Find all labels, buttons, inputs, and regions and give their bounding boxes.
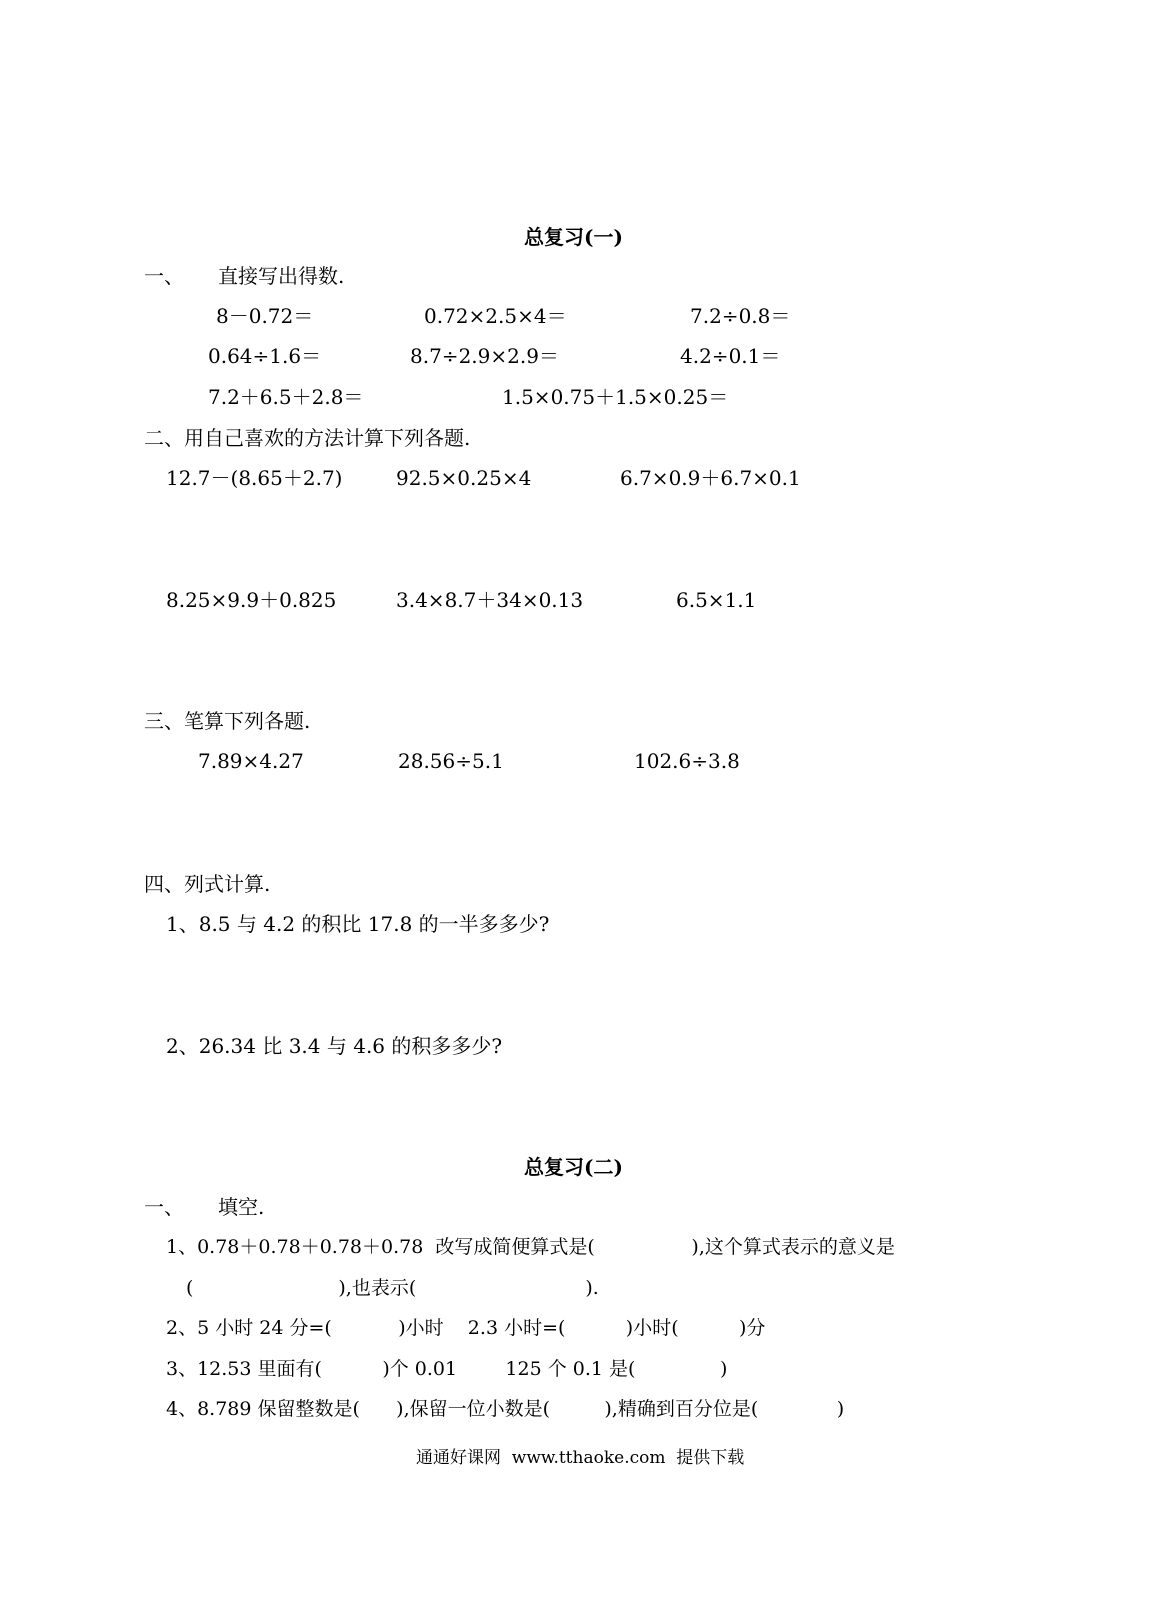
oral-calc-item: 7.2＋6.5＋2.8＝ (208, 385, 364, 409)
section1-number: 一、 (144, 264, 184, 288)
fill-section-number: 一、 (144, 1195, 184, 1219)
section2-heading: 二、用自己喜欢的方法计算下列各题. (144, 426, 471, 450)
section4-heading: 四、列式计算. (144, 872, 271, 896)
oral-calc-item: 8－0.72＝ (216, 304, 314, 328)
review1-title: 总复习(一) (524, 225, 623, 249)
calc-item: 6.5×1.1 (676, 588, 757, 612)
review2-title: 总复习(二) (524, 1155, 623, 1179)
calc-item: 92.5×0.25×4 (396, 466, 532, 490)
fill-line: 2、5 小时 24 分=( )小时 2.3 小时=( )小时( )分 (166, 1317, 766, 1339)
section1-heading: 直接写出得数. (218, 264, 345, 288)
oral-calc-item: 0.64÷1.6＝ (208, 344, 322, 368)
fill-line: 4、8.789 保留整数是( ),保留一位小数是( ),精确到百分位是( ) (166, 1398, 845, 1420)
calc-item: 8.25×9.9＋0.825 (166, 588, 337, 612)
oral-calc-item: 8.7÷2.9×2.9＝ (410, 344, 559, 368)
written-calc-item: 28.56÷5.1 (398, 749, 504, 773)
section3-heading: 三、笔算下列各题. (144, 709, 311, 733)
written-calc-item: 7.89×4.27 (198, 749, 304, 773)
calc-item: 3.4×8.7＋34×0.13 (396, 588, 584, 612)
written-calc-item: 102.6÷3.8 (634, 749, 740, 773)
word-problem: 2、26.34 比 3.4 与 4.6 的积多多少? (166, 1034, 503, 1058)
oral-calc-item: 0.72×2.5×4＝ (424, 304, 567, 328)
oral-calc-item: 7.2÷0.8＝ (690, 304, 791, 328)
fill-line: ( ),也表示( ). (186, 1277, 599, 1299)
fill-section-heading: 填空. (218, 1195, 265, 1219)
oral-calc-item: 1.5×0.75＋1.5×0.25＝ (502, 385, 729, 409)
oral-calc-item: 4.2÷0.1＝ (680, 344, 781, 368)
calc-item: 12.7－(8.65＋2.7) (166, 466, 343, 490)
footer-credit: 通通好课网 www.tthaoke.com 提供下载 (416, 1448, 745, 1468)
calc-item: 6.7×0.9＋6.7×0.1 (620, 466, 801, 490)
fill-line: 1、0.78＋0.78＋0.78＋0.78 改写成简便算式是( ),这个算式表示的意义是 (166, 1236, 895, 1258)
word-problem: 1、8.5 与 4.2 的积比 17.8 的一半多多少? (166, 912, 550, 936)
fill-line: 3、12.53 里面有( )个 0.01 125 个 0.1 是( ) (166, 1358, 728, 1380)
